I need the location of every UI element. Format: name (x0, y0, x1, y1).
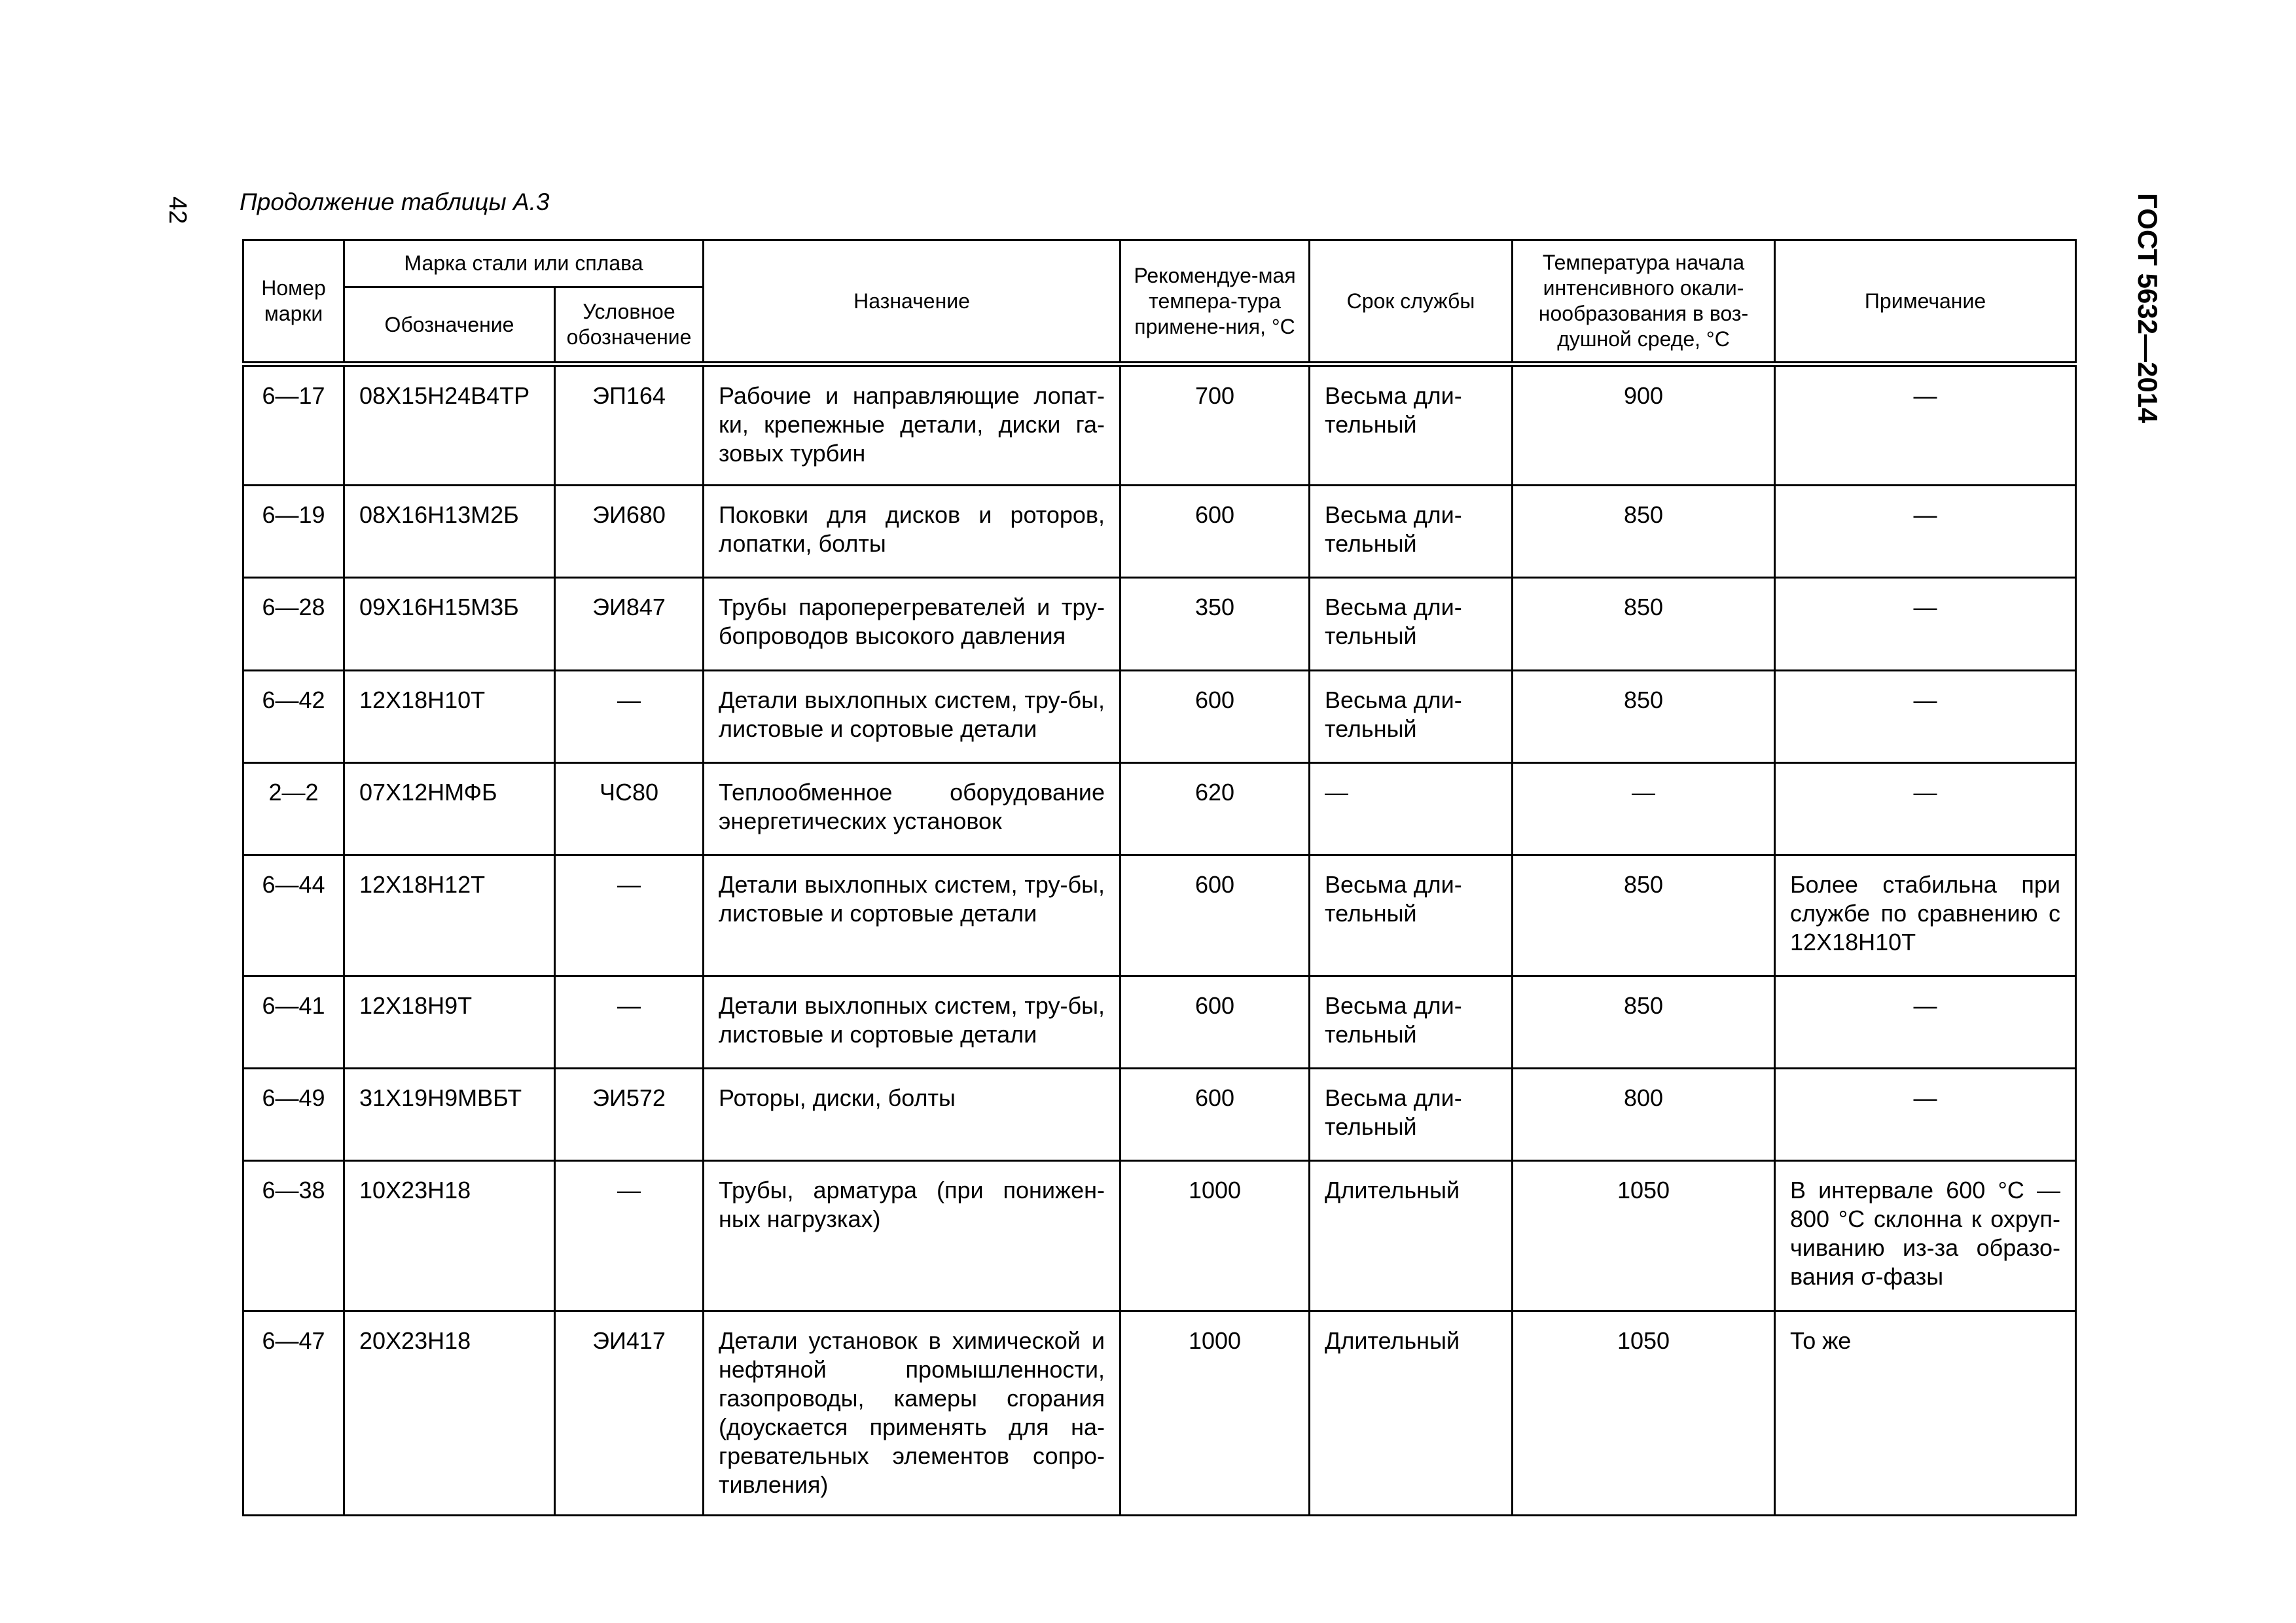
row-note: — (1775, 762, 2076, 855)
header-temperature: Рекомендуе-мая темпера-тура примене-ния, °С (1121, 240, 1310, 365)
row-temperature: 620 (1121, 762, 1310, 855)
row-scaling-temperature: 850 (1513, 670, 1775, 762)
row-purpose: Поковки для дисков и роторов, лопатки, болты (704, 486, 1121, 578)
row-scaling-temperature: 850 (1513, 578, 1775, 670)
table-row (243, 1069, 2076, 1161)
row-temperature: 600 (1121, 1069, 1310, 1161)
row-conditional-designation: ЭП164 (555, 365, 704, 486)
row-designation: 20Х23Н18 (344, 1311, 555, 1515)
row-number: 6—44 (243, 855, 344, 976)
row-temperature: 600 (1121, 670, 1310, 762)
row-number: 6—41 (243, 976, 344, 1069)
table-caption: Продолжение таблицы А.3 (240, 188, 550, 215)
table-row (243, 670, 2076, 762)
row-conditional-designation: ЭИ847 (555, 578, 704, 670)
row-temperature: 1000 (1121, 1311, 1310, 1515)
row-purpose: Рабочие и направляющие лопат-ки, крепежные детали, диски га-зовых турбин (704, 365, 1121, 486)
table-row (243, 578, 2076, 670)
row-designation: 12Х18Н10Т (344, 670, 555, 762)
table-row (243, 365, 2076, 486)
row-temperature: 1000 (1121, 1161, 1310, 1311)
table-row (243, 1161, 2076, 1311)
row-service-life: Весьма дли-тельный (1310, 855, 1513, 976)
row-service-life: Весьма дли-тельный (1310, 670, 1513, 762)
table-row (243, 486, 2076, 578)
row-note: — (1775, 365, 2076, 486)
row-scaling-temperature: — (1513, 762, 1775, 855)
table-row (243, 762, 2076, 855)
steel-grades-table (242, 239, 2077, 1516)
row-designation: 08Х16Н13М2Б (344, 486, 555, 578)
row-designation: 07Х12НМФБ (344, 762, 555, 855)
row-number: 6—47 (243, 1311, 344, 1515)
row-service-life: Весьма дли-тельный (1310, 365, 1513, 486)
row-number: 2—2 (243, 762, 344, 855)
header-scaling-temperature: Температура начала интенсивного окали-нообразования в воз-душной среде, °С (1513, 240, 1775, 365)
row-note: То же (1775, 1311, 2076, 1515)
row-purpose: Трубы, арматура (при понижен-ных нагрузках) (704, 1161, 1121, 1311)
row-conditional-designation: — (555, 976, 704, 1069)
row-service-life: — (1310, 762, 1513, 855)
row-designation: 12Х18Н9Т (344, 976, 555, 1069)
header-grade: Марка стали или сплава (344, 240, 704, 287)
row-temperature: 700 (1121, 365, 1310, 486)
row-note: Более стабильна при службе по сравнению с 12Х18Н10Т (1775, 855, 2076, 976)
row-designation: 31Х19Н9МВБТ (344, 1069, 555, 1161)
row-scaling-temperature: 850 (1513, 976, 1775, 1069)
standard-label: ГОСТ 5632—2014 (2132, 193, 2163, 423)
row-scaling-temperature: 850 (1513, 855, 1775, 976)
row-designation: 09Х16Н15М3Б (344, 578, 555, 670)
row-scaling-temperature: 1050 (1513, 1161, 1775, 1311)
row-number: 6—42 (243, 670, 344, 762)
row-note: — (1775, 976, 2076, 1069)
row-conditional-designation: ЧС80 (555, 762, 704, 855)
table-row (243, 976, 2076, 1069)
row-note: — (1775, 578, 2076, 670)
row-designation: 12Х18Н12Т (344, 855, 555, 976)
row-service-life: Длительный (1310, 1161, 1513, 1311)
row-conditional-designation: — (555, 670, 704, 762)
row-scaling-temperature: 1050 (1513, 1311, 1775, 1515)
row-designation: 10Х23Н18 (344, 1161, 555, 1311)
row-number: 6—17 (243, 365, 344, 486)
row-purpose: Детали выхлопных систем, тру-бы, листовые и сортовые детали (704, 670, 1121, 762)
row-service-life: Весьма дли-тельный (1310, 976, 1513, 1069)
table-row (243, 855, 2076, 976)
row-note: В интервале 600 °С — 800 °С склонна к охруп-чиванию из-за образо-вания σ-фазы (1775, 1161, 2076, 1311)
row-scaling-temperature: 850 (1513, 486, 1775, 578)
row-number: 6—28 (243, 578, 344, 670)
header-note: Примечание (1775, 240, 2076, 365)
row-service-life: Весьма дли-тельный (1310, 578, 1513, 670)
row-number: 6—19 (243, 486, 344, 578)
header-number: Номер марки (243, 240, 344, 365)
table-row (243, 1311, 2076, 1515)
header-purpose: Назначение (704, 240, 1121, 365)
row-purpose: Детали выхлопных систем, тру-бы, листовые и сортовые детали (704, 855, 1121, 976)
row-number: 6—38 (243, 1161, 344, 1311)
page-number: 42 (164, 196, 191, 224)
row-purpose: Трубы пароперегревателей и тру-бопроводов высокого давления (704, 578, 1121, 670)
row-note: — (1775, 1069, 2076, 1161)
row-designation: 08Х15Н24В4ТР (344, 365, 555, 486)
row-scaling-temperature: 800 (1513, 1069, 1775, 1161)
row-conditional-designation: — (555, 855, 704, 976)
row-conditional-designation: ЭИ417 (555, 1311, 704, 1515)
row-conditional-designation: — (555, 1161, 704, 1311)
row-conditional-designation: ЭИ680 (555, 486, 704, 578)
row-note: — (1775, 486, 2076, 578)
row-purpose: Детали выхлопных систем, тру-бы, листовые и сортовые детали (704, 976, 1121, 1069)
row-note: — (1775, 670, 2076, 762)
row-conditional-designation: ЭИ572 (555, 1069, 704, 1161)
row-service-life: Весьма дли-тельный (1310, 486, 1513, 578)
header-conditional-designation: Условное обозначение (555, 287, 704, 365)
row-purpose: Детали установок в химической и нефтяной промышленности, газопроводы, камеры сгорания (доускается применять для на-гревательных элементов сопро-тивления) (704, 1311, 1121, 1515)
row-service-life: Длительный (1310, 1311, 1513, 1515)
row-temperature: 600 (1121, 855, 1310, 976)
row-number: 6—49 (243, 1069, 344, 1161)
row-service-life: Весьма дли-тельный (1310, 1069, 1513, 1161)
row-purpose: Теплообменное оборудование энергетических установок (704, 762, 1121, 855)
row-temperature: 600 (1121, 486, 1310, 578)
row-temperature: 600 (1121, 976, 1310, 1069)
row-purpose: Роторы, диски, болты (704, 1069, 1121, 1161)
header-service-life: Срок службы (1310, 240, 1513, 365)
row-scaling-temperature: 900 (1513, 365, 1775, 486)
row-temperature: 350 (1121, 578, 1310, 670)
header-designation: Обозначение (344, 287, 555, 365)
